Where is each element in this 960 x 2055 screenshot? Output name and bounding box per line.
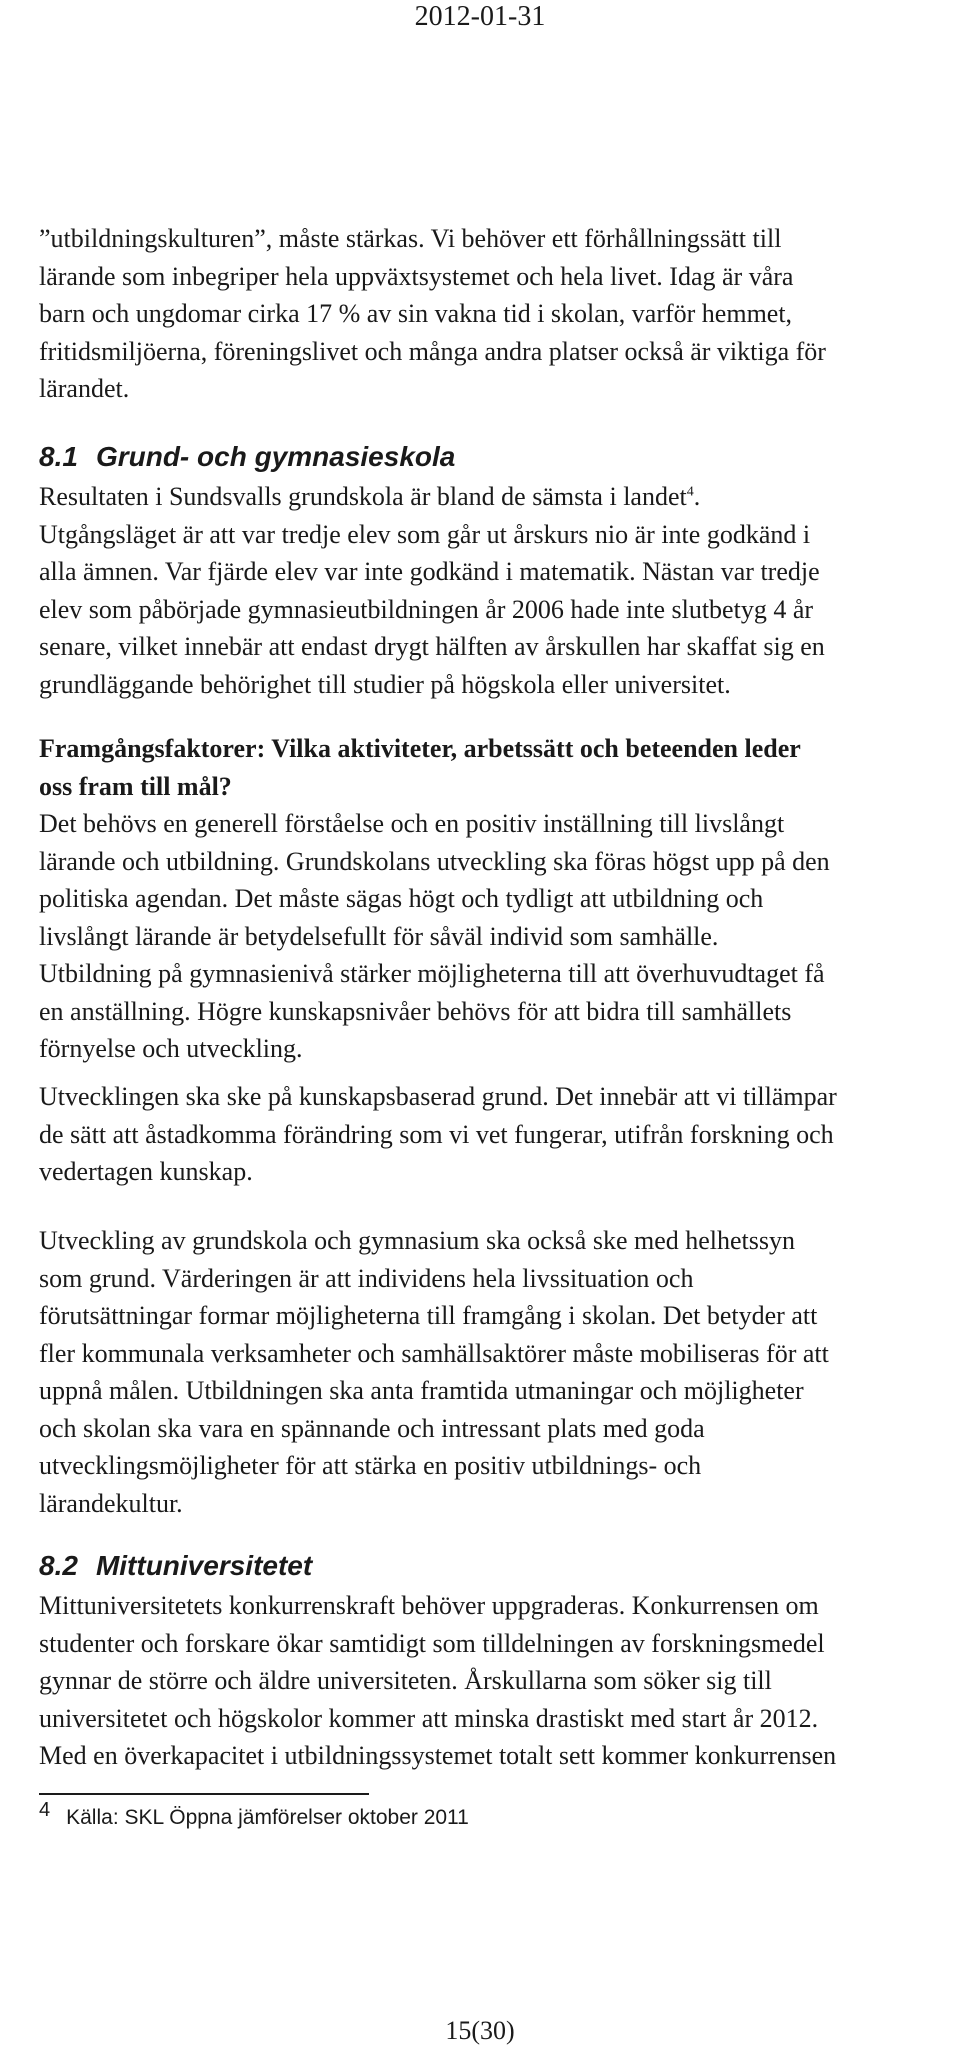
text-line: Utgångsläget är att var tredje elev som går ut årskurs nio är inte godkänd i <box>39 519 811 549</box>
intro-paragraph <box>39 220 959 408</box>
text-line: elev som påbörjade gymnasieutbildningen år 2006 hade inte slutbetyg 4 år <box>39 594 814 624</box>
text-line: Utbildning på gymnasienivå stärker möjligheterna till att överhuvudtaget få <box>39 959 825 988</box>
section-title: Mittuniversitetet <box>95 1550 313 1581</box>
text-line: fler kommunala verksamheter och samhällsaktörer måste mobiliseras för att <box>39 1338 829 1368</box>
text-line: Utvecklingen ska ske på kunskapsbaserad grund. Det innebär att vi tillämpar <box>39 1082 837 1111</box>
text-line: alla ämnen. Var fjärde elev var inte godkänd i matematik. Nästan var tredje <box>39 557 820 586</box>
footnote <box>39 1799 469 1831</box>
page-header-date: 2012-01-31 <box>414 1 546 32</box>
text-line: lärande och utbildning. Grundskolans utveckling ska föras högst upp på den <box>39 846 830 876</box>
footnote-divider <box>39 1793 369 1795</box>
text-line: lärandet. <box>39 374 130 403</box>
text-line: lärandekultur. <box>39 1488 183 1518</box>
text-line: gynnar de större och äldre universiteten. Årskullarna som söker sig till <box>39 1666 772 1695</box>
text-line: fritidsmiljöerna, föreningslivet och många andra platser också är viktiga för <box>39 336 826 366</box>
section-number: 8.1 <box>39 441 78 472</box>
text-line: Det behövs en generell förståelse och en positiv inställning till livslångt <box>39 809 785 838</box>
text-line: förnyelse och utveckling. <box>39 1034 303 1063</box>
footnote-reference: 4 <box>686 484 694 500</box>
text-line: studenter och forskare ökar samtidigt som tilldelningen av forskningsmedel <box>39 1628 825 1658</box>
text-line: som grund. Värderingen är att individens hela livssituation och <box>39 1263 694 1293</box>
text-line: uppnå målen. Utbildningen ska anta framtida utmaningar och möjligheter <box>39 1376 804 1405</box>
text-line: och skolan ska vara en spännande och intressant plats med goda <box>39 1413 705 1443</box>
text-line: lärande som inbegriper hela uppväxtsystemet och hela livet. Idag är våra <box>39 261 794 291</box>
text-line: de sätt att åstadkomma förändring som vi vet fungerar, utifrån forskning och <box>39 1119 834 1149</box>
knowledge-paragraph <box>39 1078 959 1191</box>
success-factors-heading: Framgångsfaktorer: Vilka aktiviteter, arbetssätt och beteenden leder <box>39 734 801 763</box>
success-factors-block <box>39 730 959 1068</box>
text-line: Med en överkapacitet i utbildningssystemet totalt sett kommer konkurrensen <box>39 1741 837 1770</box>
section-heading-8-2 <box>39 1547 959 1585</box>
text-line: förutsättningar formar möjligheterna till framgång i skolan. Det betyder att <box>39 1301 818 1330</box>
text-span: . <box>693 482 701 511</box>
text-line: grundläggande behörighet till studier på högskola eller universitet. <box>39 669 731 699</box>
section-number: 8.2 <box>39 1550 78 1581</box>
text-line: en anställning. Högre kunskapsnivåer behövs för att bidra till samhällets <box>39 996 792 1026</box>
holistic-paragraph <box>39 1222 959 1522</box>
text-line <box>39 478 959 516</box>
text-line: vedertagen kunskap. <box>39 1157 253 1186</box>
text-line: barn och ungdomar cirka 17 % av sin vakna tid i skolan, varför hemmet, <box>39 299 793 328</box>
footnote-text: Källa: SKL Öppna jämförelser oktober 2011 <box>66 1806 469 1829</box>
text-line: livslångt lärande är betydelsefullt för såväl individ som samhälle. <box>39 921 719 951</box>
section-title: Grund- och gymnasieskola <box>95 441 456 472</box>
university-paragraph <box>39 1587 959 1775</box>
page-number: 15(30) <box>445 2016 515 2045</box>
text-line: politiska agendan. Det måste sägas högt och tydligt att utbildning och <box>39 884 764 913</box>
results-paragraph <box>39 478 959 703</box>
text-line: utvecklingsmöjligheter för att stärka en positiv utbildnings- och <box>39 1451 702 1480</box>
success-factors-heading: oss fram till mål? <box>39 771 232 801</box>
text-line: senare, vilket innebär att endast drygt hälften av årskullen har skaffat sig en <box>39 632 825 661</box>
footnote-number: 4 <box>39 1799 51 1821</box>
text-span: Resultaten i Sundsvalls grundskola är bland de sämsta i landet <box>39 482 687 511</box>
text-line: ”utbildningskulturen”, måste stärkas. Vi behöver ett förhållningssätt till <box>39 224 782 253</box>
text-line: Utveckling av grundskola och gymnasium ska också ske med helhetssyn <box>39 1226 796 1255</box>
section-heading-8-1 <box>39 438 959 476</box>
text-line: universitetet och högskolor kommer att minska drastiskt med start år 2012. <box>39 1703 819 1733</box>
text-line: Mittuniversitetets konkurrenskraft behöver uppgraderas. Konkurrensen om <box>39 1591 819 1620</box>
